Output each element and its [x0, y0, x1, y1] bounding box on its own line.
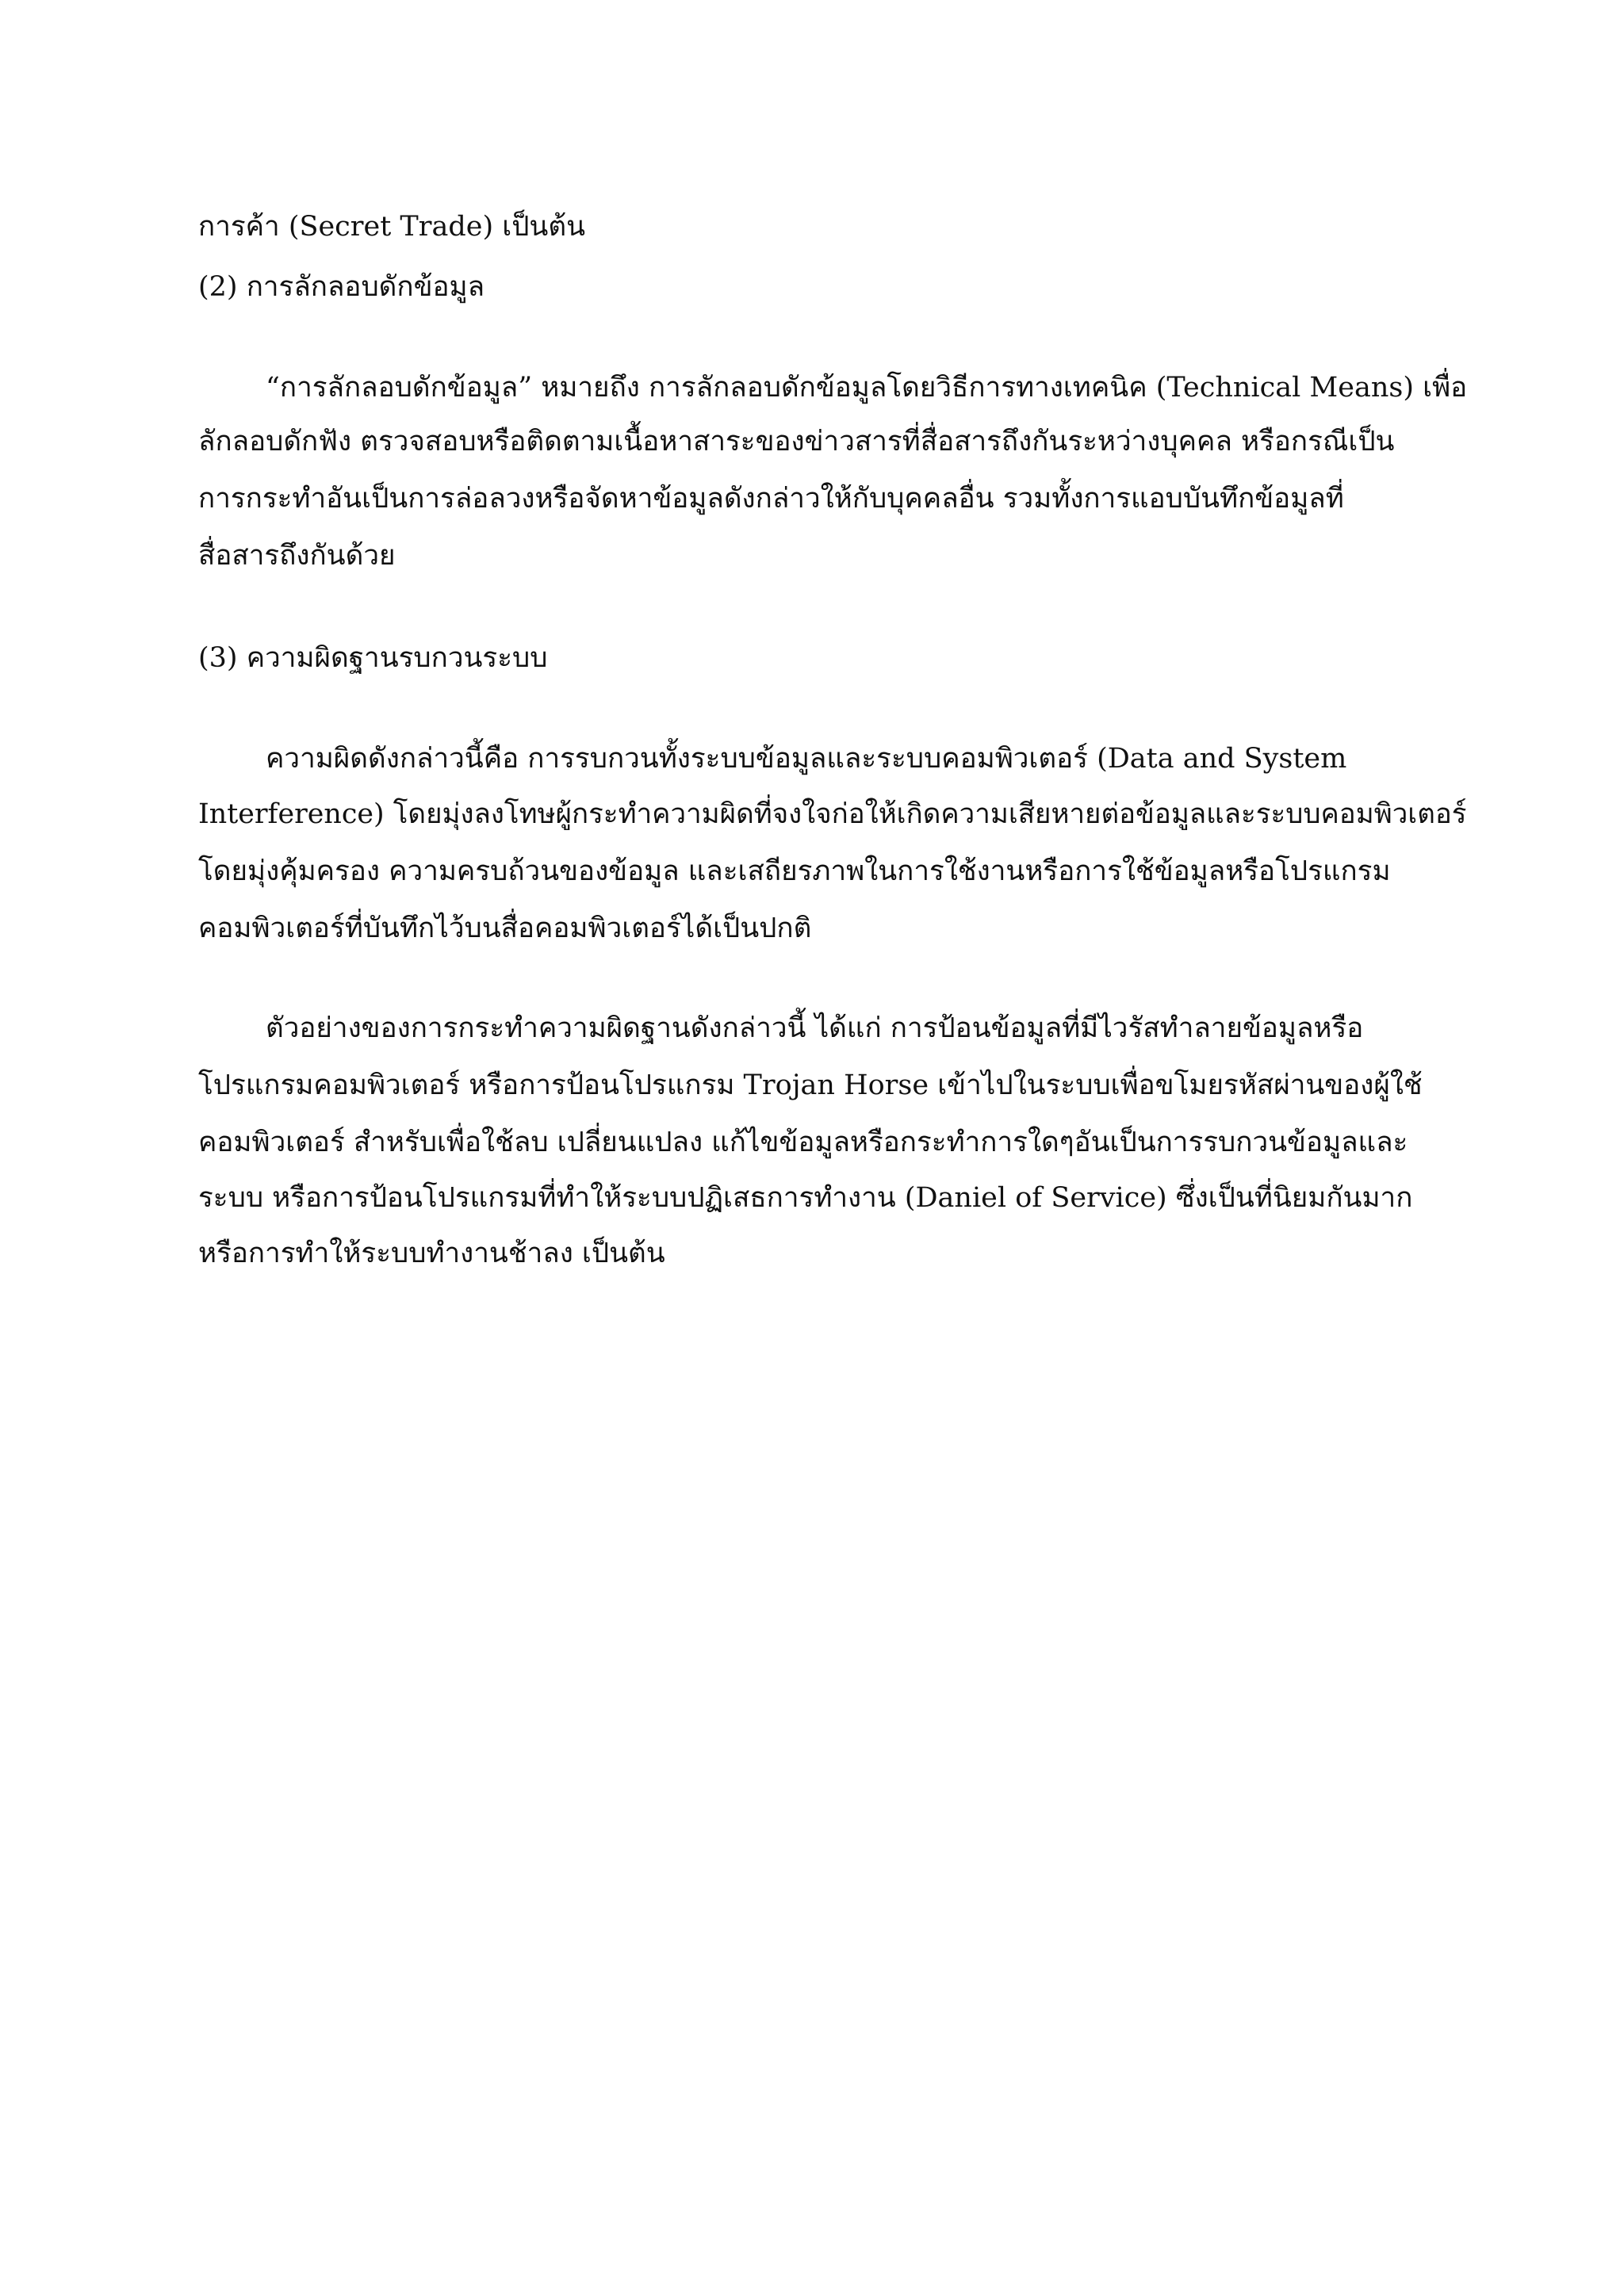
section-3-paragraph-2-line: ระบบ หรือการป้อนโปรแกรมที่ทำให้ระบบปฏิเสธการทำงาน (Daniel of Service) ซึ่งเป็นที่นิยมกันมาก — [198, 1182, 1413, 1214]
section-3-paragraph-2-line: หรือการทำให้ระบบทำงานช้าลง เป็นต้น — [198, 1238, 665, 1269]
section-3-paragraph-2-line: โปรแกรมคอมพิวเตอร์ หรือการป้อนโปรแกรม Trojan Horse เข้าไปในระบบเพื่อขโมยรหัสผ่านของผู้ใช้ — [198, 1070, 1423, 1101]
section-3-heading: (3) ความผิดฐานรบกวนระบบ — [198, 642, 548, 674]
section-2-paragraph-line: “การลักลอบดักข้อมูล” หมายถึง การลักลอบดักข้อมูลโดยวิธีการทางเทคนิค (Technical Means) เพื่อ — [266, 372, 1468, 404]
section-3-paragraph-1-line: โดยมุ่งคุ้มครอง ความครบถ้วนของข้อมูล และเสถียรภาพในการใช้งานหรือการใช้ข้อมูลหรือโปรแกรม — [198, 855, 1391, 887]
section-3-paragraph-1-line: คอมพิวเตอร์ที่บันทึกไว้บนสื่อคอมพิวเตอร์ได้เป็นปกติ — [198, 913, 812, 944]
continuation-line: การค้า (Secret Trade) เป็นต้น — [198, 211, 586, 243]
section-2-paragraph-line: การกระทำอันเป็นการล่อลวงหรือจัดหาข้อมูลดังกล่าวให้กับบุคคลอื่น รวมทั้งการแอบบันทึกข้อมูลที่ — [198, 483, 1344, 515]
section-2-paragraph-line: ลักลอบดักฟัง ตรวจสอบหรือติดตามเนื้อหาสาระของข่าวสารที่สื่อสารถึงกันระหว่างบุคคล หรือกรณีเป็น — [198, 426, 1395, 457]
section-2-heading: (2) การลักลอบดักข้อมูล — [198, 271, 485, 303]
section-2-paragraph-line: สื่อสารถึงกันด้วย — [198, 540, 396, 572]
section-3-paragraph-1-line: ความผิดดังกล่าวนี้คือ การรบกวนทั้งระบบข้อมูลและระบบคอมพิวเตอร์ (Data and System — [266, 743, 1347, 775]
section-3-paragraph-2-line: คอมพิวเตอร์ สำหรับเพื่อใช้ลบ เปลี่ยนแปลง แก้ไขข้อมูลหรือกระทำการใดๆอันเป็นการรบกวนข้อมูลและ — [198, 1127, 1408, 1158]
section-3-paragraph-2-line: ตัวอย่างของการกระทำความผิดฐานดังกล่าวนี้ ได้แก่ การป้อนข้อมูลที่มีไวรัสทำลายข้อมูลหรือ — [266, 1012, 1364, 1044]
section-3-paragraph-1-line: Interference) โดยมุ่งลงโทษผู้กระทำความผิดที่จงใจก่อให้เกิดความเสียหายต่อข้อมูลและระบบคอมพิวเตอร์ — [198, 798, 1467, 830]
